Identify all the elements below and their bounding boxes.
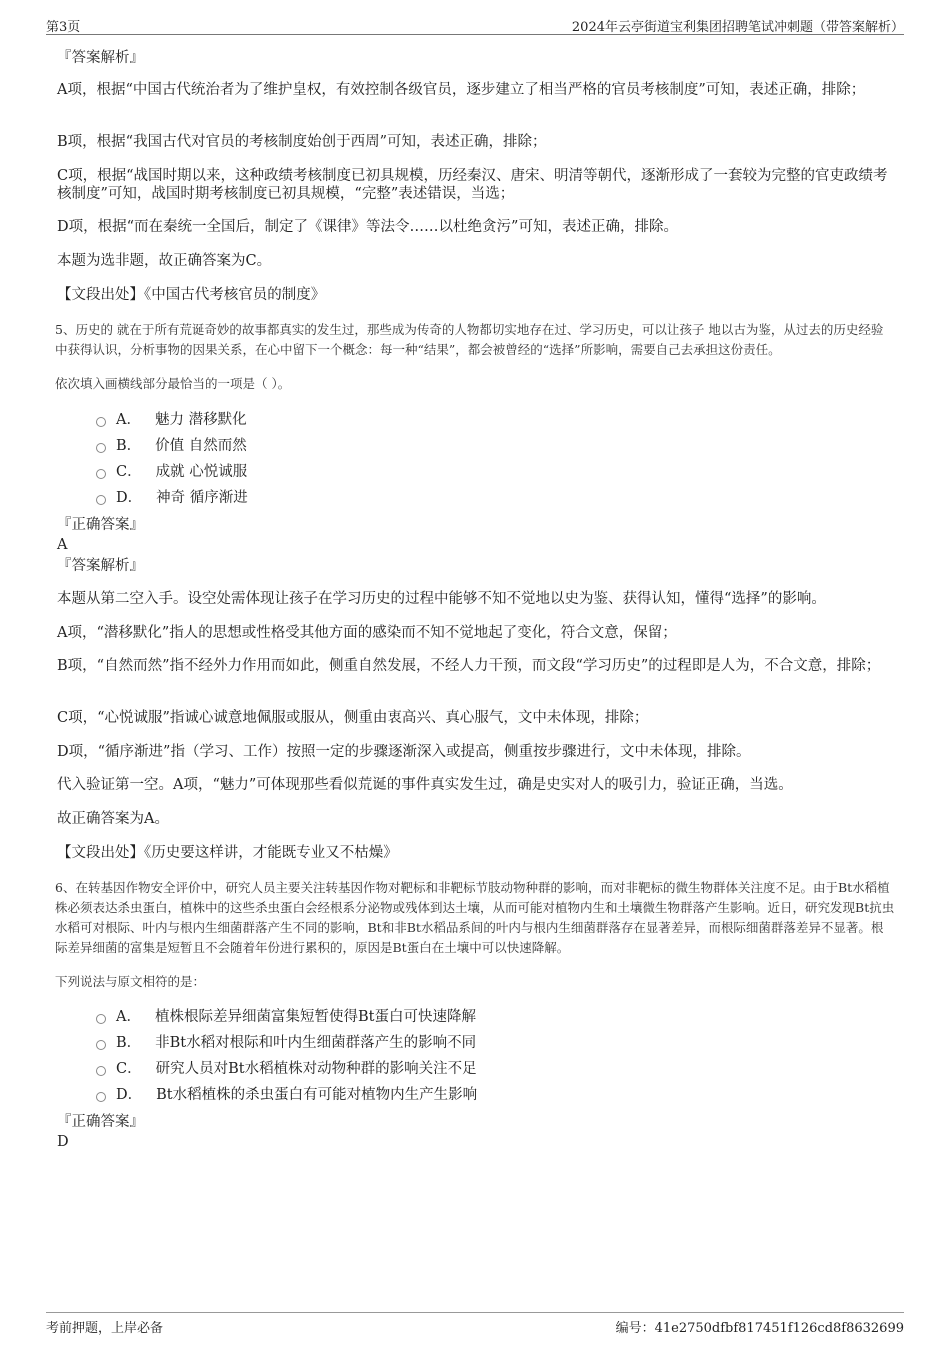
q6-option-a[interactable] [96, 1008, 476, 1026]
document-code: 编号：41e2750dfbf817451f126cd8f8632699 [615, 1321, 904, 1336]
analysis-label: 『答案解析』 [57, 50, 144, 66]
option-key: B． [116, 1035, 142, 1051]
option-key: D． [116, 1087, 143, 1103]
option-text: 非Bt水稻对根际和叶内生细菌群落产生的影响不同 [155, 1035, 477, 1051]
radio-icon[interactable] [96, 1040, 106, 1050]
page-header [46, 16, 904, 35]
q5-option-b[interactable] [96, 437, 247, 455]
radio-icon[interactable] [96, 469, 106, 479]
analysis-d: D项，根据“而在秦统一全国后，制定了《课律》等法令……以杜绝贪污”可知，表述正确，排除。 [57, 219, 678, 235]
option-text: Bt水稻植株的杀虫蛋白有可能对植物内生产生影响 [156, 1087, 478, 1103]
radio-icon[interactable] [96, 495, 106, 505]
option-key: D． [116, 490, 143, 506]
analysis-p4: C项，“心悦诚服”指诚心诚意地佩服或服从，侧重由衷高兴、真心服气，文中未体现，排除； [57, 710, 649, 726]
q6-option-d[interactable] [96, 1086, 477, 1104]
option-text: 植株根际差异细菌富集短暂使得Bt蛋白可快速降解 [154, 1009, 476, 1025]
radio-icon[interactable] [96, 1066, 106, 1076]
analysis-a: A项，根据“中国古代统治者为了维护皇权，有效控制各级官员，逐步建立了相当严格的官员考核制度”可知，表述正确，排除； [57, 82, 866, 98]
option-key: B． [116, 438, 142, 454]
analysis-p5: D项，“循序渐进”指（学习、工作）按照一定的步骤逐渐深入或提高，侧重按步骤进行，文中未体现，排除。 [57, 744, 751, 760]
analysis-c: C项，根据“战国时期以来，这种政绩考核制度已初具规模，历经秦汉、唐宋、明清等朝代，逐渐形成了一套较为完整的官吏政绩考核制度”可知，战国时期考核制度已初具规模，“完整”表述错误，当选； [57, 168, 888, 202]
option-text: 价值 自然而然 [155, 438, 247, 454]
analysis-b: B项，根据“我国古代对官员的考核制度始创于西周”可知，表述正确，排除； [57, 134, 547, 150]
document-title: 2024年云亭街道宝利集团招聘笔试冲刺题（带答案解析） [571, 20, 904, 35]
footer-slogan: 考前押题，上岸必备 [46, 1321, 164, 1336]
question-6-stem: 6、在转基因作物安全评价中，研究人员主要关注转基因作物对靶标和非靶标节肢动物种群的影响，而对非靶标的微生物群体关注度不足。由于Bt水稻植株必须表达杀虫蛋白，植株中的这些杀虫蛋白会经根系分泌物或残体到达土壤，从而可能对植物内生和土壤微生物群落产生影响。近日，研究发现Bt抗虫水稻可对根际、叶内与根内生细菌群落产生不同的影响，Bt和非Bt水稻品系间的叶内与根内生细菌群落存在显著差异，而根际细菌群落差异不显著。根际差异细菌的富集是短暂且不会随着年份进行累积的，原因是Bt蛋白在土壤中可以快速降解。 [55, 880, 895, 955]
page-footer [46, 1312, 904, 1338]
conclusion: 故正确答案为A。 [57, 811, 169, 827]
option-text: 成就 心悦诚服 [155, 464, 248, 480]
answer-value: D [57, 1134, 69, 1150]
option-text: 研究人员对Bt水稻植株对动物种群的影响关注不足 [155, 1061, 477, 1077]
analysis-p1: 本题从第二空入手。设空处需体现让孩子在学习历史的过程中能够不知不觉地以史为鉴、获得认知，懂得“选择”的影响。 [57, 591, 826, 607]
q5-option-c[interactable] [96, 463, 247, 481]
question-5-stem: 5、历史的 就在于所有荒诞奇妙的故事都真实的发生过，那些成为传奇的人物都切实地存在过、学习历史，可以让孩子 地以古为鉴，从过去的历史经验中获得认识，分析事物的因果关系，在心中留下一个概念：每一种“结果”，都会被曾经的“选择”所影响，需要自己去承担这份责任。 [55, 322, 884, 357]
q6-option-c[interactable] [96, 1060, 477, 1078]
source: 【文段出处】《历史要这样讲，才能既专业又不枯燥》 [57, 845, 398, 861]
option-text: 神奇 循序渐进 [156, 490, 248, 506]
source: 【文段出处】《中国古代考核官员的制度》 [57, 287, 326, 303]
answer-label: 『正确答案』 [57, 517, 144, 533]
radio-icon[interactable] [96, 417, 106, 427]
radio-icon[interactable] [96, 443, 106, 453]
question-5-prompt: 依次填入画横线部分最恰当的一项是（ ）。 [55, 376, 291, 391]
option-key: C． [116, 464, 142, 480]
analysis-p3: B项，“自然而然”指不经外力作用而如此，侧重自然发展，不经人力干预，而文段“学习历史”的过程即是人为，不合文意，排除； [57, 658, 881, 674]
option-text: 魅力 潜移默化 [154, 412, 247, 428]
analysis-p6: 代入验证第一空。A项，“魅力”可体现那些看似荒诞的事件真实发生过，确是史实对人的吸引力，验证正确，当选。 [57, 777, 793, 793]
analysis-label: 『答案解析』 [57, 558, 144, 574]
radio-icon[interactable] [96, 1014, 106, 1024]
option-key: A． [116, 412, 141, 428]
page-number: 第3页 [46, 20, 81, 35]
option-key: C． [116, 1061, 142, 1077]
radio-icon[interactable] [96, 1092, 106, 1102]
q5-option-a[interactable] [96, 411, 247, 429]
conclusion: 本题为选非题，故正确答案为C。 [57, 253, 272, 269]
option-key: A． [116, 1009, 141, 1025]
analysis-p2: A项，“潜移默化”指人的思想或性格受其他方面的感染而不知不觉地起了变化，符合文意，保留； [57, 625, 677, 641]
answer-value: A [57, 537, 68, 553]
q6-option-b[interactable] [96, 1034, 476, 1052]
question-6-prompt: 下列说法与原文相符的是： [55, 974, 206, 989]
answer-label: 『正确答案』 [57, 1114, 144, 1130]
q5-option-d[interactable] [96, 489, 248, 507]
